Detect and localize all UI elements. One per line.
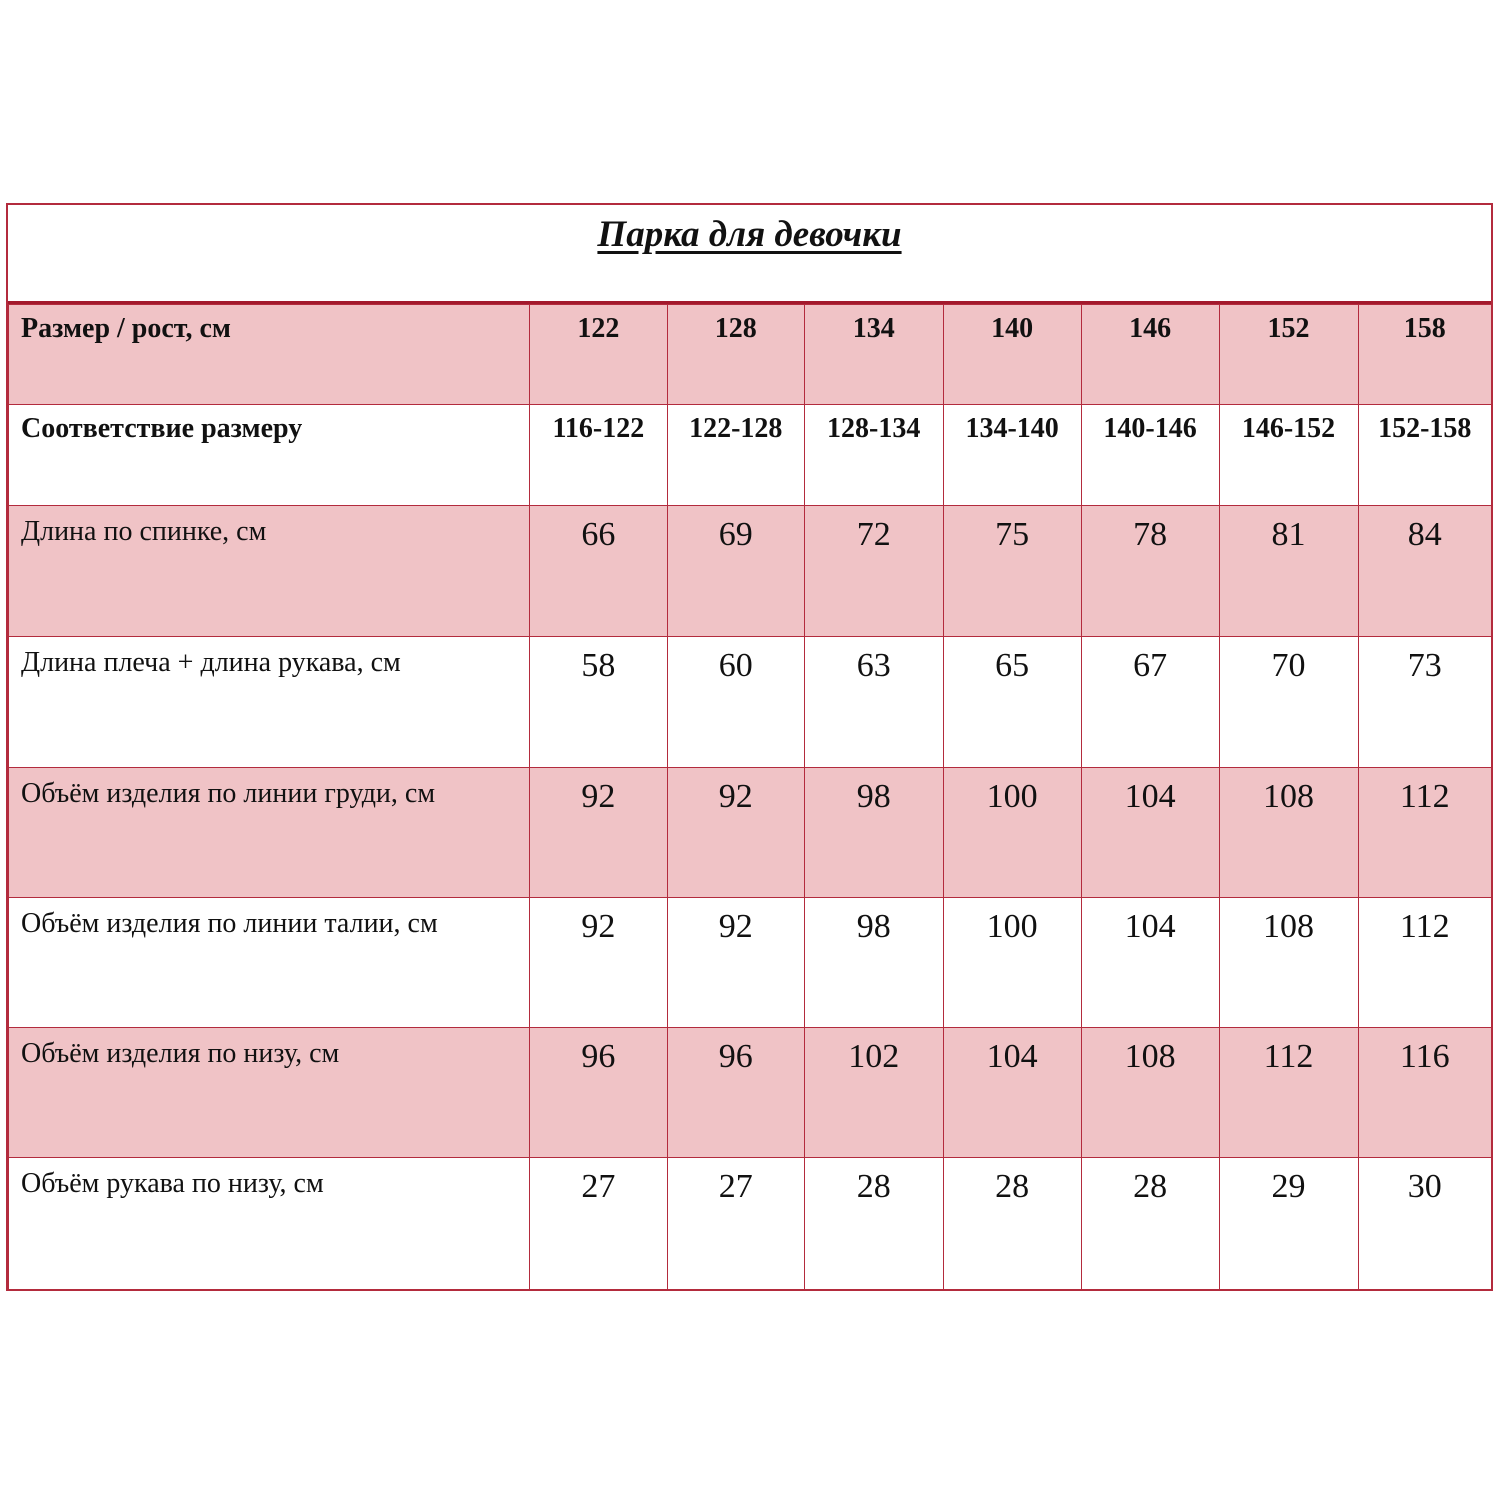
table-cell: 63	[804, 637, 943, 768]
table-cell: 134	[804, 305, 943, 405]
table-cell: 100	[943, 768, 1081, 898]
table-cell: 128-134	[804, 405, 943, 506]
table-cell: 112	[1358, 768, 1491, 898]
table-row	[9, 637, 1492, 768]
table-cell: 108	[1219, 898, 1358, 1028]
row-label: Длина по спинке, см	[9, 506, 530, 637]
table-cell: 72	[804, 506, 943, 637]
table-cell: 98	[804, 768, 943, 898]
table-cell: 70	[1219, 637, 1358, 768]
title-bar	[8, 205, 1491, 304]
table-cell: 96	[529, 1028, 667, 1158]
row-label: Объём изделия по линии талии, см	[9, 898, 530, 1028]
row-label: Длина плеча + длина рукава, см	[9, 637, 530, 768]
table-cell: 102	[804, 1028, 943, 1158]
row-label: Объём изделия по линии груди, см	[9, 768, 530, 898]
table-row	[9, 768, 1492, 898]
table-cell: 92	[529, 768, 667, 898]
table-cell: 158	[1358, 305, 1491, 405]
table-cell: 29	[1219, 1158, 1358, 1289]
table-row	[9, 898, 1492, 1028]
table-cell: 84	[1358, 506, 1491, 637]
table-cell: 104	[1081, 768, 1219, 898]
table-cell: 108	[1219, 768, 1358, 898]
table-cell: 66	[529, 506, 667, 637]
table-row	[9, 1158, 1492, 1289]
table-cell: 104	[1081, 898, 1219, 1028]
row-label: Объём рукава по низу, см	[9, 1158, 530, 1289]
size-table	[8, 304, 1491, 1289]
table-cell: 27	[529, 1158, 667, 1289]
table-cell: 92	[667, 768, 804, 898]
table-cell: 116-122	[529, 405, 667, 506]
table-cell: 28	[943, 1158, 1081, 1289]
table-cell: 116	[1358, 1028, 1491, 1158]
table-cell: 134-140	[943, 405, 1081, 506]
table-cell: 100	[943, 898, 1081, 1028]
table-cell: 140	[943, 305, 1081, 405]
table-cell: 27	[667, 1158, 804, 1289]
row-label: Размер / рост, см	[9, 305, 530, 405]
table-cell: 92	[529, 898, 667, 1028]
row-label: Соответствие размеру	[9, 405, 530, 506]
table-cell: 58	[529, 637, 667, 768]
table-cell: 152-158	[1358, 405, 1491, 506]
table-cell: 140-146	[1081, 405, 1219, 506]
table-cell: 81	[1219, 506, 1358, 637]
table-row	[9, 405, 1492, 506]
table-cell: 122-128	[667, 405, 804, 506]
size-chart	[6, 203, 1493, 1291]
table-cell: 30	[1358, 1158, 1491, 1289]
table-cell: 78	[1081, 506, 1219, 637]
table-cell: 122	[529, 305, 667, 405]
table-cell: 112	[1219, 1028, 1358, 1158]
table-cell: 108	[1081, 1028, 1219, 1158]
table-cell: 128	[667, 305, 804, 405]
table-row	[9, 1028, 1492, 1158]
table-row	[9, 305, 1492, 405]
table-cell: 104	[943, 1028, 1081, 1158]
row-label: Объём изделия по низу, см	[9, 1028, 530, 1158]
table-cell: 60	[667, 637, 804, 768]
table-cell: 92	[667, 898, 804, 1028]
table-cell: 28	[1081, 1158, 1219, 1289]
table-cell: 73	[1358, 637, 1491, 768]
table-cell: 67	[1081, 637, 1219, 768]
table-cell: 75	[943, 506, 1081, 637]
table-row	[9, 506, 1492, 637]
table-cell: 146-152	[1219, 405, 1358, 506]
table-cell: 69	[667, 506, 804, 637]
table-cell: 112	[1358, 898, 1491, 1028]
table-cell: 65	[943, 637, 1081, 768]
table-cell: 98	[804, 898, 943, 1028]
table-cell: 146	[1081, 305, 1219, 405]
table-cell: 152	[1219, 305, 1358, 405]
table-cell: 28	[804, 1158, 943, 1289]
chart-title: Парка для девочки	[597, 214, 902, 255]
table-cell: 96	[667, 1028, 804, 1158]
